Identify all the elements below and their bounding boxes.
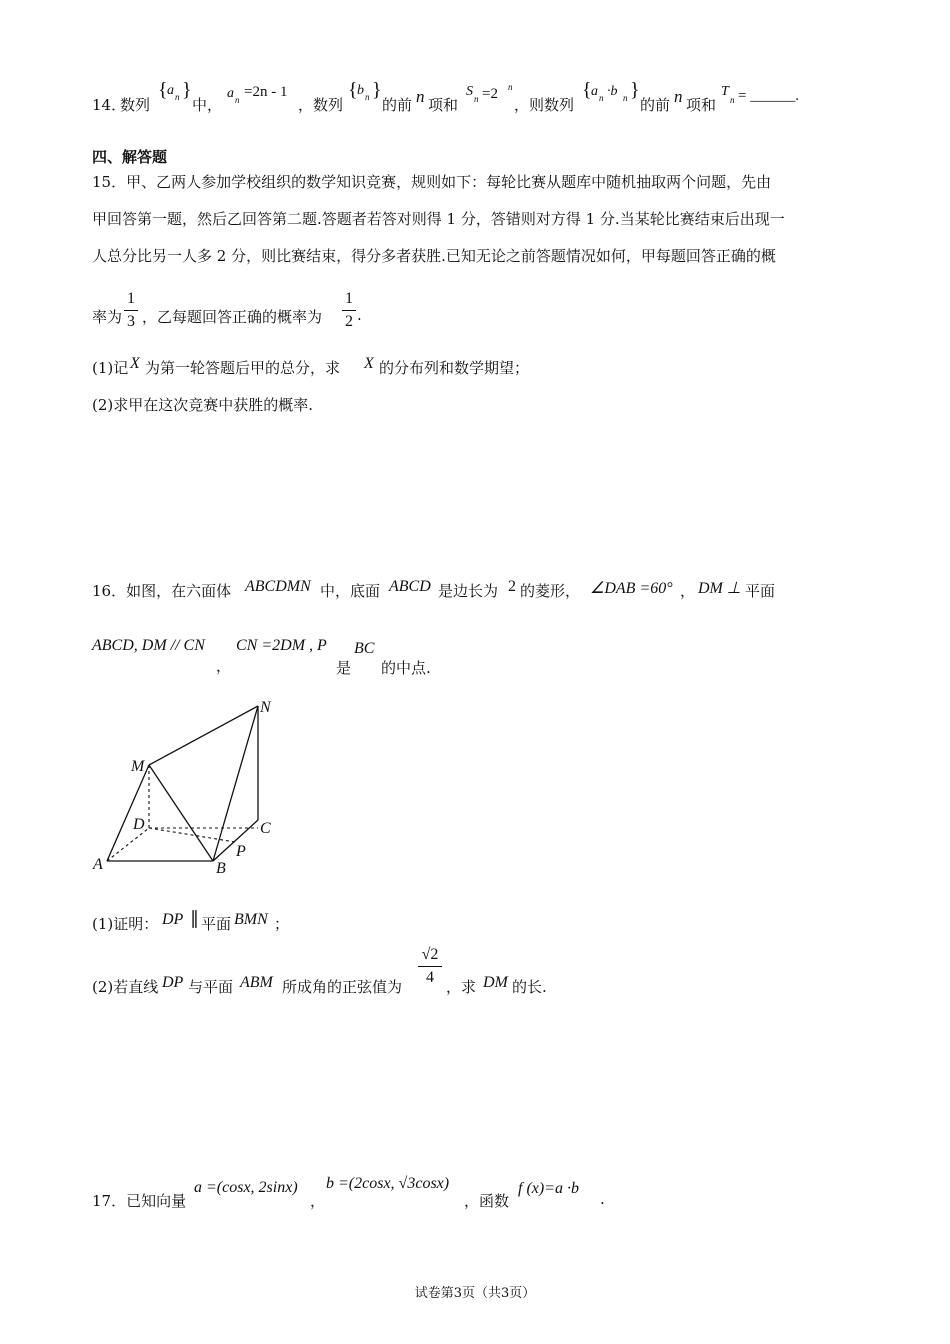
- sub-n: n: [599, 93, 604, 103]
- sub-n: n: [235, 95, 240, 105]
- seq-b: b: [357, 83, 364, 98]
- solid-name: ABCDMN: [245, 578, 311, 595]
- vertex-C: C: [260, 820, 271, 837]
- fraction-numerator: 1: [127, 290, 135, 307]
- fraction-bar: [418, 966, 442, 967]
- vertex-A: A: [93, 856, 103, 873]
- length-expr: CN =2DM , P: [236, 637, 327, 654]
- side-length: 2: [508, 578, 516, 595]
- q16-line: 是: [336, 659, 352, 677]
- q15-line: .: [357, 306, 362, 324]
- q16-line: 平面: [745, 582, 776, 600]
- q16-part1: ；: [274, 915, 290, 933]
- q16-line: ，: [680, 582, 696, 600]
- vertex-M: M: [131, 758, 145, 775]
- point-P: P: [236, 843, 246, 860]
- seq-a: a: [591, 84, 598, 99]
- q15-part1: (1)记: [92, 359, 129, 377]
- fraction-denominator: 3: [127, 313, 135, 330]
- brace-b-left: {: [348, 79, 358, 101]
- parallel-expr: ABCD, DM // CN: [92, 637, 205, 654]
- sub-n: n: [623, 93, 628, 103]
- q15-line: 人总分比另一人多 2 分，则比赛结束，得分多者获胜.已知无论之前答题情况如何，甲每题回答正确的概: [92, 247, 776, 265]
- var-S: S: [466, 84, 473, 99]
- hexahedron-figure: [85, 690, 285, 880]
- edge-MB: [149, 765, 213, 861]
- sub-n: n: [474, 94, 479, 104]
- vector-b: b =(2cosx, √3cosx): [326, 1175, 450, 1192]
- var-T: T: [721, 84, 729, 99]
- q15-line: 15．甲、乙两人参加学校组织的数学知识竞赛，规则如下：每轮比赛从题库中随机抽取两个问题，先由: [92, 173, 772, 191]
- q16-part1: (1)证明：: [92, 915, 159, 933]
- fraction-numerator: 1: [345, 290, 353, 307]
- var-n: n: [674, 87, 683, 106]
- brace-a-left: {: [158, 79, 168, 101]
- brace-ab-right: }: [630, 79, 640, 101]
- q16-line: 的菱形，: [520, 582, 581, 600]
- seq-b: ·b: [607, 84, 618, 99]
- q16-line: 16．如图，在六面体: [92, 582, 232, 600]
- q14-text: 的前: [382, 96, 413, 114]
- vector-a: a =(cosx, 2sinx): [194, 1179, 298, 1196]
- fraction-one-third: [124, 290, 138, 331]
- segment-DM: DM: [483, 974, 508, 991]
- q16-line: ，: [216, 657, 232, 675]
- q16-part2: 与平面: [188, 978, 234, 996]
- q15-part1: 为第一轮答题后甲的总分，求: [145, 359, 341, 377]
- vertex-N: N: [260, 699, 271, 716]
- fraction-numerator: √2: [421, 946, 439, 963]
- q15-line: 率为: [92, 308, 123, 326]
- q14-text: ，则数列: [514, 96, 575, 114]
- section-title: 四、解答题: [92, 148, 168, 166]
- q15-part1: 的分布列和数学期望；: [379, 359, 530, 377]
- q15-line: ，乙每题回答正确的概率为: [142, 308, 323, 326]
- formula-a: a: [227, 86, 234, 101]
- sup-n: n: [508, 82, 513, 92]
- q16-part2: (2)若直线: [92, 978, 159, 996]
- var-X: X: [130, 355, 140, 372]
- q16-line: 中，底面: [320, 582, 381, 600]
- var-n: n: [416, 87, 425, 106]
- q15-part2: (2)求甲在这次竞赛中获胜的概率.: [92, 396, 314, 414]
- q17-text: ，函数: [464, 1192, 510, 1210]
- q14-text: 项和: [428, 96, 459, 114]
- q17-text: .: [600, 1190, 605, 1208]
- fraction-denominator: 4: [426, 969, 434, 986]
- sub-n: n: [175, 92, 180, 102]
- page-footer: 试卷第3页（共3页）: [414, 1286, 536, 1301]
- brace-a-right: }: [182, 79, 192, 101]
- vertex-D: D: [133, 816, 145, 833]
- fraction-one-half: [342, 290, 356, 331]
- formula-an: =2n - 1: [244, 84, 288, 100]
- answer-blank: = ______.: [738, 88, 799, 104]
- plane-BMN: BMN: [234, 911, 268, 928]
- angle-expr: ∠DAB =60°: [590, 580, 673, 597]
- fraction-sqrt2-over-4: [418, 946, 442, 987]
- q14-text: 数列: [120, 96, 151, 114]
- q16-line: 的中点.: [381, 659, 431, 677]
- perp-expr: DM ⊥: [698, 580, 741, 597]
- parallel-symbol: ∥: [190, 908, 199, 928]
- q16-part1: 平面: [201, 915, 232, 933]
- segment-BC: BC: [354, 640, 375, 657]
- formula-S: =2: [482, 86, 498, 102]
- q14-text: 中，: [192, 96, 223, 114]
- function-f: f (x)=a ·b: [518, 1180, 579, 1197]
- edge-MN: [149, 706, 258, 765]
- vertex-B: B: [216, 860, 226, 877]
- brace-ab-left: {: [582, 79, 592, 101]
- q17-text: 17．已知向量: [92, 1192, 187, 1210]
- edge-BN: [213, 706, 258, 861]
- q14-text: 的前: [640, 96, 671, 114]
- fraction-bar: [124, 310, 138, 311]
- q16-line: 是边长为: [438, 582, 499, 600]
- edge-AM: [107, 765, 149, 861]
- q16-part2: 所成角的正弦值为: [282, 978, 403, 996]
- base-name: ABCD: [389, 578, 431, 595]
- seq-a: a: [167, 83, 174, 98]
- segment-DP: DP: [162, 974, 184, 991]
- q15-line: 甲回答第一题，然后乙回答第二题.答题者若答对则得 1 分，答错则对方得 1 分.当某轮比赛结束后出现一: [92, 210, 785, 228]
- fraction-denominator: 2: [345, 313, 353, 330]
- q16-part2: 的长.: [512, 978, 547, 996]
- brace-b-right: }: [372, 79, 382, 101]
- q14-text: 项和: [686, 96, 717, 114]
- q17-text: ，: [310, 1192, 326, 1210]
- plane-ABM: ABM: [240, 974, 273, 991]
- var-X: X: [364, 355, 374, 372]
- q16-part2: ，求: [446, 978, 477, 996]
- segment-DP: DP: [162, 911, 184, 928]
- fraction-bar: [342, 310, 356, 311]
- sub-n: n: [730, 95, 735, 105]
- sub-n: n: [365, 92, 370, 102]
- q14-text: ，数列: [298, 96, 344, 114]
- q14-number: 14．: [92, 96, 127, 114]
